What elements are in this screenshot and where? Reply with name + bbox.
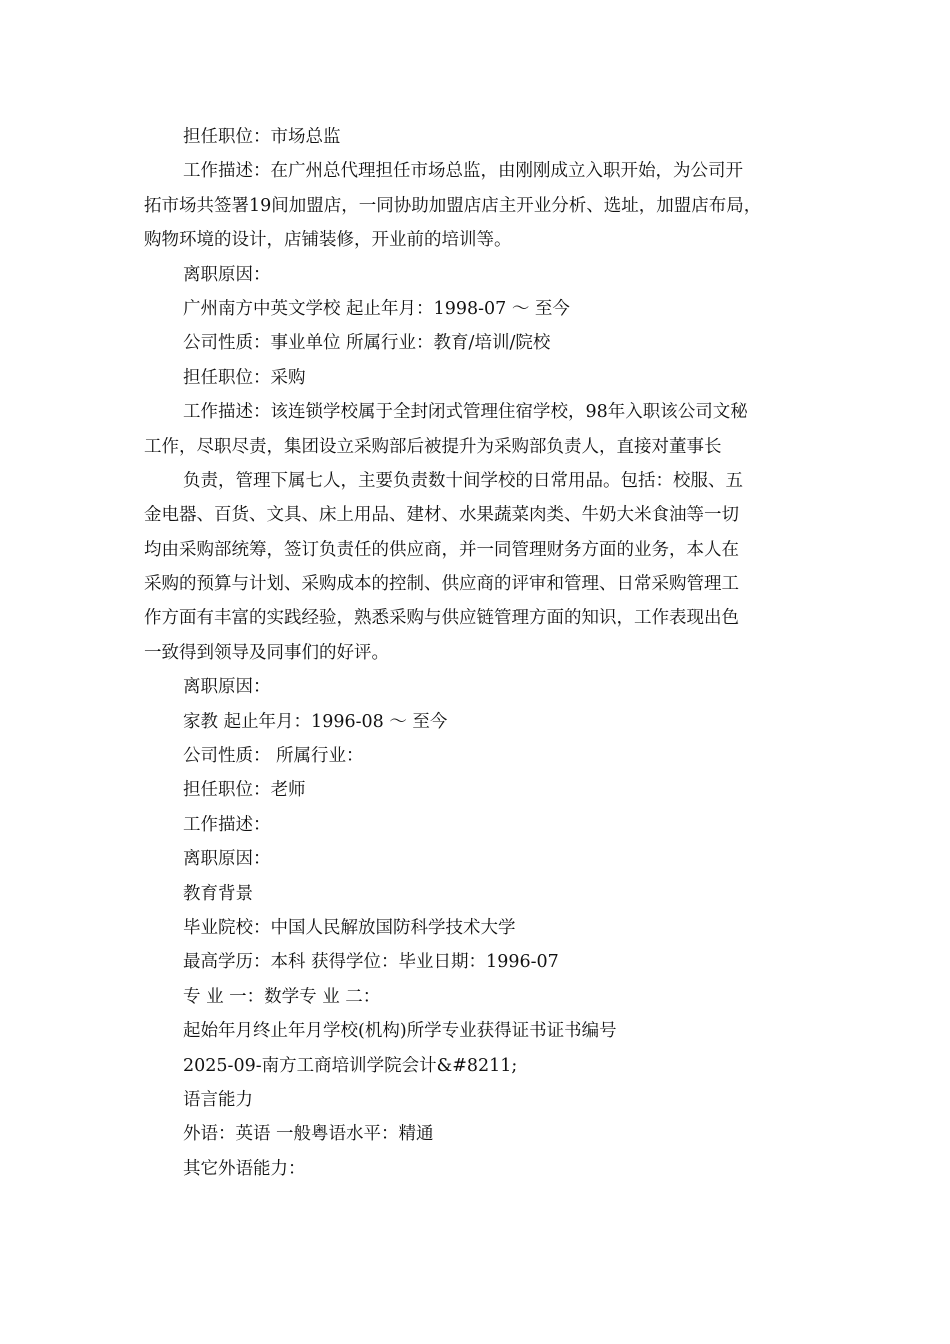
text-line: 一致得到领导及同事们的好评。 [144, 642, 389, 663]
text-line: 公司性质： 所属行业： [183, 746, 364, 767]
text-line: 工作描述：该连锁学校属于全封闭式管理住宿学校，98年入职该公司文秘 [183, 402, 748, 423]
text-line: 工作，尽职尽责，集团设立采购部后被提升为采购部负责人，直接对董事长 [144, 436, 722, 457]
text-line: 采购的预算与计划、采购成本的控制、供应商的评审和管理、日常采购管理工 [144, 574, 739, 595]
text-line: 担任职位：采购 [183, 367, 306, 388]
text-line: 毕业院校：中国人民解放国防科学技术大学 [183, 917, 516, 938]
text-line: 家教 起止年月：1996-08 ～ 至今 [183, 711, 448, 732]
text-line: 离职原因： [183, 677, 271, 698]
text-line: 工作描述：在广州总代理担任市场总监，由刚刚成立入职开始，为公司开 [183, 161, 743, 182]
text-line: 金电器、百货、文具、床上用品、建材、水果蔬菜肉类、牛奶大米食油等一切 [144, 505, 739, 526]
text-line: 起始年月终止年月学校(机构)所学专业获得证书证书编号 [183, 1021, 617, 1042]
text-line: 均由采购部统筹，签订负责任的供应商，并一同管理财务方面的业务，本人在 [144, 539, 739, 560]
text-line: 离职原因： [183, 264, 271, 285]
text-line: 拓市场共签署19间加盟店，一同协助加盟店店主开业分析、选址，加盟店布局， [144, 195, 762, 216]
text-line: 担任职位：老师 [183, 780, 306, 801]
text-line: 公司性质：事业单位 所属行业：教育/培训/院校 [183, 333, 551, 354]
section-heading: 语言能力 [183, 1089, 253, 1110]
text-line: 负责，管理下属七人，主要负责数十间学校的日常用品。包括：校服、五 [183, 470, 743, 491]
document-body [144, 120, 814, 1186]
text-line: 作方面有丰富的实践经验，熟悉采购与供应链管理方面的知识，工作表现出色 [144, 608, 739, 629]
text-line: 2025-09-南方工商培训学院会计&#8211; [183, 1055, 518, 1076]
text-line: 外语：英语 一般粤语水平：精通 [183, 1124, 434, 1145]
text-line: 最高学历：本科 获得学位：毕业日期：1996-07 [183, 952, 559, 973]
text-line: 广州南方中英文学校 起止年月：1998-07 ～ 至今 [183, 298, 570, 319]
text-line: 工作描述： [183, 814, 271, 835]
text-line: 专 业 一：数学专 业 二： [183, 986, 381, 1007]
section-heading: 教育背景 [183, 883, 253, 904]
text-line: 担任职位：市场总监 [183, 127, 341, 147]
text-line: 其它外语能力： [183, 1158, 306, 1179]
text-line: 离职原因： [183, 849, 271, 870]
text-line: 购物环境的设计，店铺装修，开业前的培训等。 [144, 230, 512, 251]
